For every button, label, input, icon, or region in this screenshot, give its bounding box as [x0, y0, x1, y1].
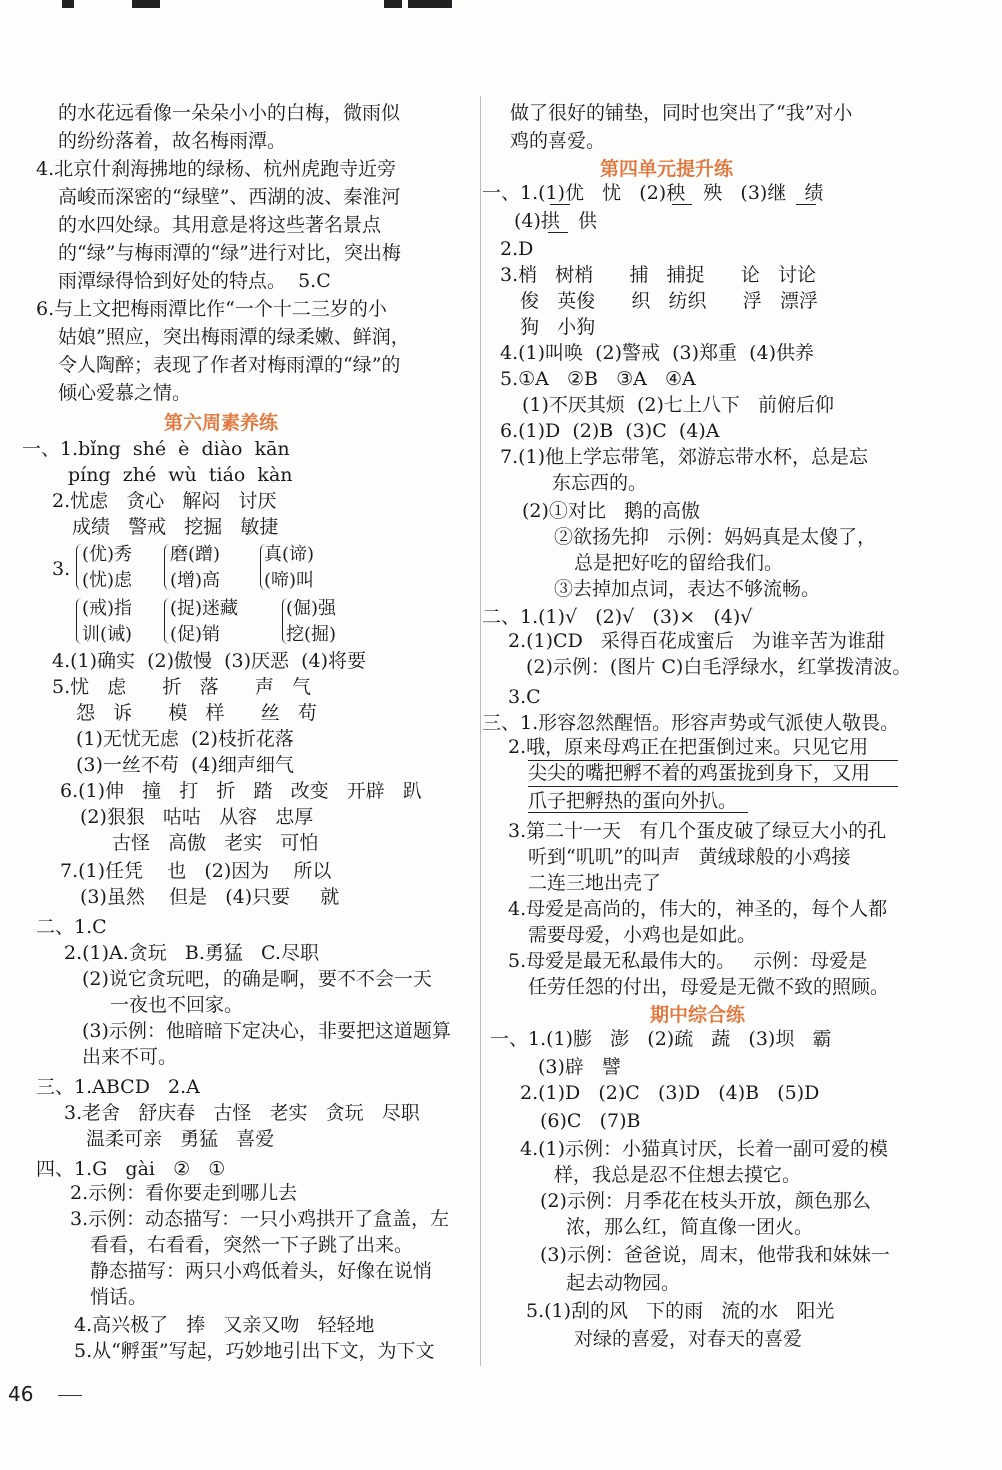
text-line: 2.忧虑 贪心 解闷 讨厌: [52, 490, 277, 512]
text-line: 静态描写：两只小鸡低着头，好像在说悄: [90, 1260, 433, 1282]
text-line: 怨 诉 模 样 丝 苟: [76, 702, 317, 724]
text-line: 3.示例：动态描写：一只小鸡拱开了盒盖，左: [70, 1208, 450, 1230]
text-line: 二、1.(1)√ (2)√ (3)× (4)√: [482, 606, 753, 628]
char-pair-item: (戒)指: [82, 598, 133, 619]
text-line: (2)说它贪玩吧，的确是啊，要不不会一天: [82, 968, 432, 990]
text-line: 做了很好的铺垫，同时也突出了“我”对小: [510, 102, 853, 124]
text-line: 东忘西的。: [552, 472, 648, 494]
column-divider: [480, 96, 481, 1366]
char-pair-item: 训(诫): [82, 624, 133, 645]
text-line: 令人陶醉；表现了作者对梅雨潭的“绿”的: [58, 354, 401, 376]
text-line: 浓，那么红，简直像一团火。: [566, 1216, 814, 1238]
text-line: 4.(1)叫唤 (2)警戒 (3)郑重 (4)供养: [500, 342, 815, 364]
text-line: 出来不可。: [82, 1046, 178, 1068]
text-line: 一、1.(1)优 忧 (2)秧 殃 (3)继 绩: [482, 182, 824, 204]
char-underline: [548, 232, 568, 233]
text-line: 2.示例：看你要走到哪儿去: [70, 1182, 298, 1204]
char-underline: [672, 204, 692, 205]
text-line: 需要母爱，小鸡也是如此。: [528, 924, 757, 946]
text-line: 7.(1)任凭 也 (2)因为 所以: [60, 860, 332, 882]
text-line: 3.C: [508, 686, 541, 708]
text-line: 看看，右看看，突然一下子跳了出来。: [90, 1234, 414, 1256]
text-line: 鸡的喜爱。: [510, 130, 606, 152]
text-line: 姑娘”照应，突出梅雨潭的绿柔嫩、鲜润，: [58, 326, 410, 348]
section-heading: 期中综合练: [650, 1004, 746, 1026]
text-line: 雨潭绿得恰到好处的特点。 5.C: [58, 270, 331, 292]
answer-underline: [528, 812, 748, 813]
char-pair-item: 真(谛): [264, 544, 315, 565]
char-pair-item: (促)销: [170, 624, 221, 645]
text-line: 三、1.形容忽然醒悟。形容声势或气派使人敬畏。: [482, 712, 900, 734]
section-heading: 第六周素养练: [164, 412, 279, 434]
text-line: 总是把好吃的留给我们。: [574, 552, 784, 574]
text-line: 4.(1)确实 (2)傲慢 (3)厌恶 (4)将要: [52, 650, 367, 672]
text-line: 俊 英俊 织 纺织 浮 漂浮: [520, 290, 818, 312]
text-line: (2)示例：(图片 C)白毛浮绿水，红掌拨清波。: [526, 656, 912, 678]
text-line: 的纷纷落着，故名梅雨潭。: [58, 130, 287, 152]
text-line: 4.高兴极了 捧 又亲又吻 轻轻地: [74, 1314, 375, 1336]
text-line: 3.老舍 舒庆春 古怪 老实 贪玩 尽职: [64, 1102, 420, 1124]
char-pair-item: (啼)叫: [264, 570, 315, 591]
text-line: 6.(1)伸 撞 打 折 踏 改变 开辟 趴: [60, 780, 422, 802]
text-line: ③去掉加点词，表达不够流畅。: [554, 578, 821, 600]
answer-underline: [528, 760, 898, 761]
text-line: ②欲扬先抑 示例：妈妈真是太傻了，: [554, 526, 877, 548]
text-line: 7.(1)他上学忘带笔，郊游忘带水杯，总是忘: [500, 446, 869, 468]
text-line: 悄话。: [90, 1286, 148, 1308]
char-pair-item: (增)高: [170, 570, 221, 591]
text-line: 爪子把孵热的蛋向外扒。: [528, 790, 738, 812]
text-line: 听到“叽叽”的叫声 黄绒球般的小鸡接: [528, 846, 851, 868]
text-line: 的水四处绿。其用意是将这些著名景点: [58, 214, 382, 236]
text-line: 6.与上文把梅雨潭比作“一个十二三岁的小: [36, 298, 387, 320]
char-underline: [796, 204, 816, 205]
text-line: (1)不厌其烦 (2)七上八下 前俯后仰: [522, 394, 835, 416]
text-line: píng zhé wù tiáo kàn: [68, 464, 293, 486]
text-line: 尖尖的嘴把孵不着的鸡蛋拢到身下，又用: [528, 762, 871, 784]
text-line: 二、1.C: [36, 916, 107, 938]
text-line: 成绩 警戒 挖掘 敏捷: [72, 516, 279, 538]
text-line: 样，我总是忍不住想去摸它。: [554, 1164, 802, 1186]
page-number: 46: [8, 1382, 34, 1406]
text-line: (3)示例：爸爸说，周末，他带我和妹妹一: [540, 1244, 890, 1266]
text-line: 二连三地出壳了: [528, 872, 662, 894]
text-line: (2)狠狠 咕咕 从容 忠厚: [80, 806, 314, 828]
text-line: 3.梢 树梢 捕 捕捉 论 讨论: [500, 264, 816, 286]
text-line: 一、1.(1)膨 澎 (2)疏 蔬 (3)坝 霸: [490, 1028, 832, 1050]
text-line: 2.D: [500, 238, 534, 260]
text-line: 温柔可亲 勇猛 喜爱: [86, 1128, 275, 1150]
text-line: 任劳任怨的付出，母爱是无微不致的照顾。: [528, 976, 890, 998]
text-line: 三、1.ABCD 2.A: [36, 1076, 200, 1098]
text-line: 2.(1)CD 采得百花成蜜后 为谁辛苦为谁甜: [508, 630, 886, 652]
char-underline: [550, 204, 570, 205]
text-line: 2.(1)D (2)C (3)D (4)B (5)D: [520, 1082, 820, 1104]
char-pair-item: 挖(掘): [286, 624, 337, 645]
text-line: 4.母爱是高尚的，伟大的，神圣的，每个人都: [508, 898, 888, 920]
text-line: 一夜也不回家。: [110, 994, 244, 1016]
text-line: 5.①A ②B ③A ④A: [500, 368, 696, 390]
text-line: 6.(1)D (2)B (3)C (4)A: [500, 420, 720, 442]
question-number: 3.: [52, 558, 71, 580]
text-line: 4.北京什刹海拂地的绿杨、杭州虎跑寺近旁: [36, 158, 397, 180]
text-line: 的“绿”与梅雨潭的“绿”进行对比，突出梅: [58, 242, 401, 264]
text-line: 一、1.bǐng shé è diào kān: [22, 438, 290, 460]
char-pair-item: 磨(蹭): [170, 544, 221, 565]
text-line: (2)示例：月季花在枝头开放，颜色那么: [540, 1190, 871, 1212]
text-line: (6)C (7)B: [540, 1110, 641, 1132]
text-line: 3.第二十一天 有几个蛋皮破了绿豆大小的孔: [508, 820, 887, 842]
text-line: (2)①对比 鹅的高傲: [522, 500, 701, 522]
text-line: (1)无忧无虑 (2)枝折花落: [76, 728, 294, 750]
text-line: (3)一丝不苟 (4)细声细气: [76, 754, 294, 776]
text-line: 的水花远看像一朵朵小小的白梅，微雨似: [58, 102, 401, 124]
text-line: 5.忧 虑 折 落 声 气: [52, 676, 311, 698]
section-heading: 第四单元提升练: [600, 158, 734, 180]
char-pair-item: (倔)强: [286, 598, 337, 619]
text-line: (3)辟 譬: [538, 1056, 622, 1078]
text-line: (3)示例：他暗暗下定决心，非要把这道题算: [82, 1020, 451, 1042]
text-line: (3)虽然 但是 (4)只要 就: [80, 886, 340, 908]
text-line: 起去动物园。: [566, 1272, 681, 1294]
char-pair-item: (优)秀: [82, 544, 133, 565]
text-line: 2.哦，原来母鸡正在把蛋倒过来。只见它用: [508, 736, 869, 758]
folio-dash: [58, 1395, 82, 1396]
char-pair-item: (忧)虑: [82, 570, 133, 591]
text-line: 狗 小狗: [520, 316, 596, 338]
text-line: 倾心爱慕之情。: [58, 382, 192, 404]
text-line: 四、1.G gài ② ①: [36, 1158, 226, 1180]
text-line: 5.(1)刮的风 下的雨 流的水 阳光: [526, 1300, 835, 1322]
scan-top-marks: [0, 0, 1002, 14]
text-line: 2.(1)A.贪玩 B.勇猛 C.尽职: [64, 942, 319, 964]
text-line: 高峻而深密的“绿壁”、西湖的波、秦淮河: [58, 186, 401, 208]
text-line: 4.(1)示例：小猫真讨厌，长着一副可爱的模: [520, 1138, 889, 1160]
text-line: 5.母爱是最无私最伟大的。 示例：母爱是: [508, 950, 868, 972]
text-line: 对绿的喜爱，对春天的喜爱: [574, 1328, 803, 1350]
answer-underline: [528, 786, 898, 787]
text-line: (4)拱 供: [514, 210, 598, 232]
char-pair-item: (捉)迷藏: [170, 598, 239, 619]
text-line: 5.从“孵蛋”写起，巧妙地引出下文，为下文: [74, 1340, 435, 1362]
text-line: 古怪 高傲 老实 可怕: [112, 832, 319, 854]
